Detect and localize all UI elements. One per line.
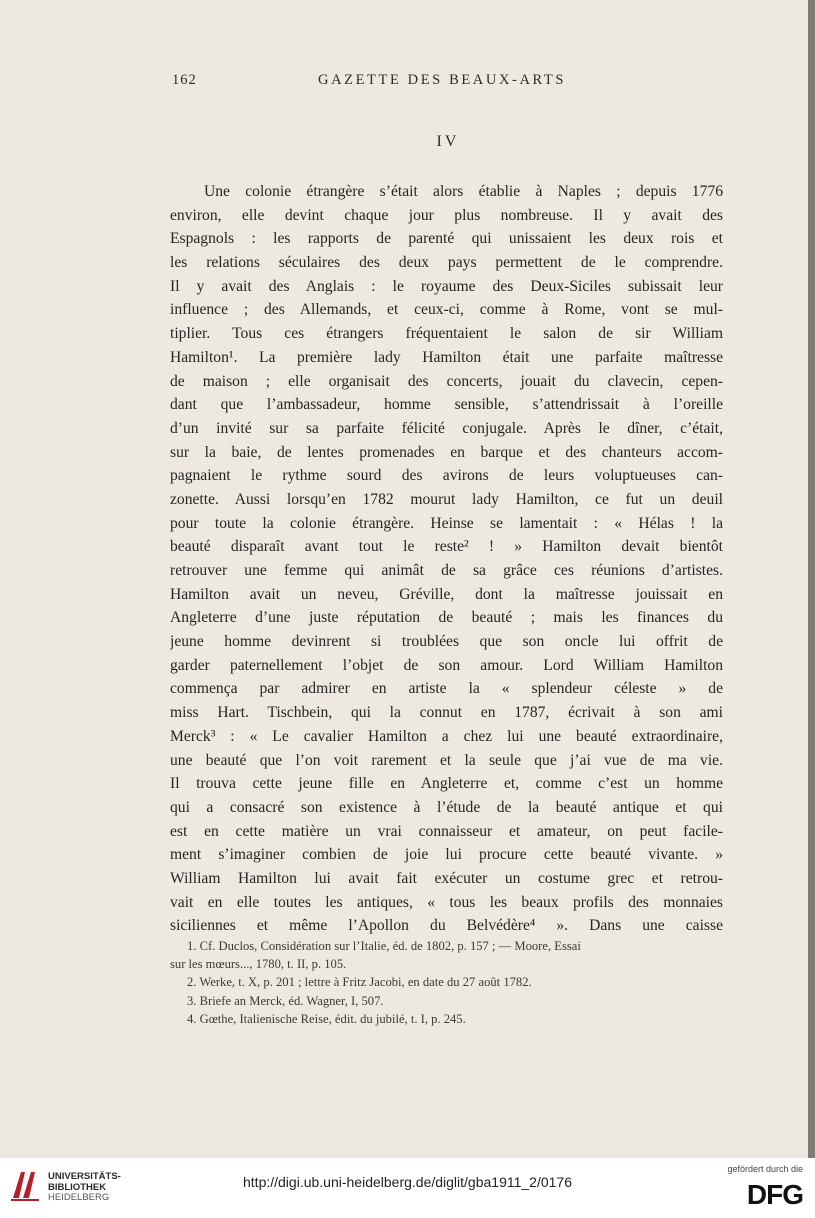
library-name-line3: HEIDELBERG (48, 1192, 110, 1203)
body-line: pour toute la colonie étrangère. Heinse se lamentait : « Hélas ! la (170, 514, 723, 532)
body-line: de maison ; elle organisait des concerts, jouait du clavecin, cepen- (170, 372, 723, 390)
body-line: Merck³ : « Le cavalier Hamilton a chez lui une beauté extraordinaire, (170, 727, 723, 745)
body-line: pagnaient le rythme sourd des avirons de leurs voluptueuses can- (170, 467, 723, 485)
body-line: commença par admirer en artiste la « splendeur céleste » de (170, 680, 723, 698)
footnote-line: sur les mœurs..., 1780, t. II, p. 105. (170, 957, 347, 972)
body-line: retrouver une femme qui animât de sa grâce ces réunions d’artistes. (170, 562, 723, 579)
body-text (170, 180, 723, 938)
body-line: Une colonie étrangère s’était alors établie à Naples ; depuis 1776 (204, 183, 723, 200)
footnotes (170, 937, 723, 1028)
funding-caption: gefördert durch die (727, 1164, 803, 1174)
body-line: d’un invité sur sa parfaite félicité conjugale. Après le dîner, c’était, (170, 419, 723, 437)
body-line: environ, elle devint chaque jour plus nombreuse. Il y avait des (170, 206, 723, 224)
footnote-line: 1. Cf. Duclos, Considération sur l’Italie, éd. de 1802, p. 157 ; — Moore, Essai (187, 939, 581, 953)
body-line: zonette. Aussi lorsqu’en 1782 mourut lady Hamilton, ce fut un deuil (170, 490, 723, 508)
body-line: une beauté que l’on voit rarement et la seule que j’ai vue de ma vie. (170, 751, 723, 769)
library-name-line1: UNIVERSITÄTS- (48, 1171, 121, 1182)
body-line: vait en elle toutes les antiques, « tous les beaux profils des monnaies (170, 893, 723, 911)
footnote-line: 2. Werke, t. X, p. 201 ; lettre à Fritz Jacobi, en date du 27 août 1782. (187, 975, 532, 990)
body-line: ment s’imaginer combien de joie lui procure cette beauté vivante. » (170, 846, 723, 864)
viewer-footer (0, 1158, 815, 1218)
body-line: garder paternellement l’objet de son amour. Lord William Hamilton (170, 656, 723, 674)
page-number: 162 (172, 72, 197, 88)
body-line: William Hamilton lui avait fait exécuter un costume grec et retrou- (170, 869, 723, 887)
body-line: siciliennes et même l’Apollon du Belvédère⁴ ». Dans une caisse (170, 917, 723, 935)
body-line: tiplier. Tous ces étrangers fréquentaient le salon de sir William (170, 325, 723, 343)
journal-title: GAZETTE DES BEAUX-ARTS (318, 72, 567, 88)
body-line: les relations séculaires des deux pays permettent de le comprendre. (170, 254, 723, 272)
body-line: Espagnols : les rapports de parenté qui unissaient les deux rois et (170, 230, 723, 248)
body-line: qui a consacré son existence à l’étude de la beauté antique et qui (170, 798, 723, 816)
body-line: sur la baie, de lentes promenades en barque et des chanteurs accom- (170, 443, 723, 461)
body-line: est en cette matière un vrai connaisseur et amateur, on peut facile- (170, 822, 723, 840)
body-line: Hamilton avait un neveu, Gréville, dont la maîtresse jouissait en (170, 585, 723, 603)
body-line: miss Hart. Tischbein, qui la connut en 1787, écrivait à son ami (170, 704, 723, 722)
section-number: IV (436, 133, 460, 150)
library-name-line2: BIBLIOTHEK (48, 1181, 107, 1193)
body-line: jeune homme devinrent si troublées que son oncle lui offrit de (170, 633, 723, 651)
body-line: Il trouva cette jeune fille en Angleterre et, comme c’est un homme (170, 775, 723, 793)
permalink-url[interactable]: http://digi.ub.uni-heidelberg.de/diglit/gba1911_2/0176 (243, 1174, 572, 1190)
body-line: Il y avait des Anglais : le royaume des Deux-Siciles subissait leur (170, 277, 723, 295)
footnote-line: 3. Briefe an Merck, éd. Wagner, I, 507. (187, 993, 384, 1008)
footnote-line: 4. Gœthe, Italienische Reise, édit. du jubilé, t. I, p. 245. (187, 1011, 466, 1026)
section-heading (0, 133, 815, 151)
dfg-logo-icon[interactable]: DFG (746, 1179, 803, 1210)
body-line: Hamilton¹. La première lady Hamilton était une parfaite maîtresse (170, 348, 723, 366)
body-line: beauté disparaît avant tout le reste² ! » Hamilton devait bientôt (170, 538, 723, 556)
body-line: influence ; des Allemands, et ceux-ci, comme à Rome, vont se mul- (170, 301, 723, 319)
body-line: Angleterre d’une juste réputation de beauté ; mais les finances du (170, 609, 723, 627)
body-line: dant que l’ambassadeur, homme sensible, s’attendrissait à l’oreille (170, 396, 723, 414)
